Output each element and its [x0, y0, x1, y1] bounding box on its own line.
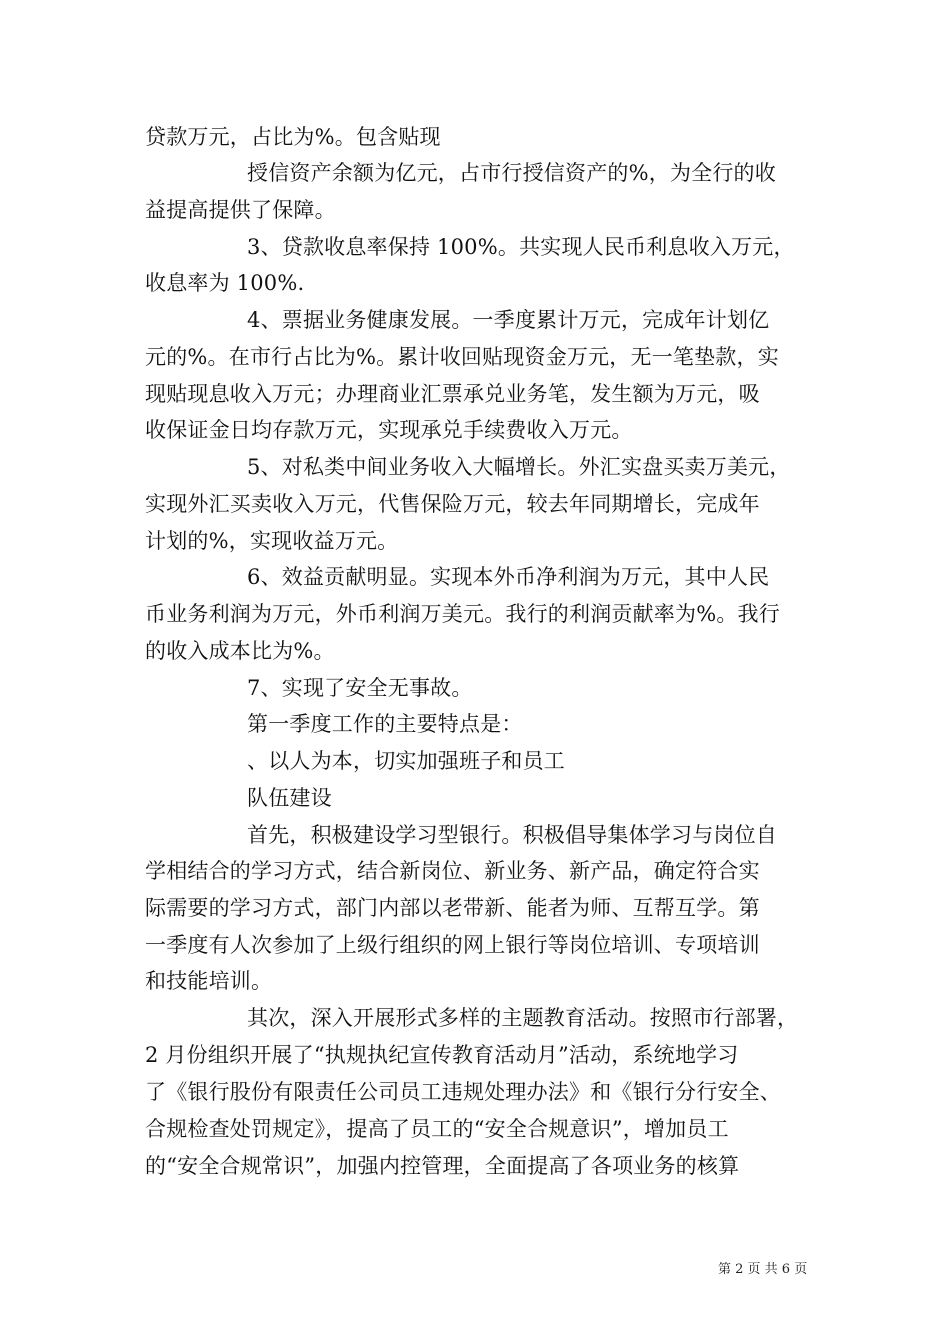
text-line: 了《银行股份有限责任公司员工违规处理办法》和《银行分行安全、	[145, 1080, 781, 1104]
text-line: 际需要的学习方式，部门内部以老带新、能者为师、互帮互学。第	[145, 896, 760, 920]
text-line: 7、实现了安全无事故。	[247, 676, 473, 700]
text-line: 币业务利润为万元，外币利润万美元。我行的利润贡献率为%。我行	[145, 602, 780, 626]
text-line: 收保证金日均存款万元，实现承兑手续费收入万元。	[145, 418, 633, 442]
text-line: 收息率为 100%.	[145, 271, 305, 295]
text-line: 益提高提供了保障。	[145, 198, 336, 222]
text-line: 和技能培训。	[145, 969, 273, 993]
text-line: 的收入成本比为%。	[145, 639, 335, 663]
text-line: 计划的%，实现收益万元。	[145, 529, 399, 553]
text-line: 4、票据业务健康发展。一季度累计万元，完成年计划亿	[247, 308, 770, 332]
text-line: 5、对私类中间业务收入大幅增长。外汇实盘买卖万美元，	[247, 455, 791, 479]
text-line: 的“安全合规常识”，加强内控管理，全面提高了各项业务的核算	[145, 1154, 740, 1178]
text-line: 首先，积极建设学习型银行。积极倡导集体学习与岗位自	[247, 823, 777, 847]
text-line: 队伍建设	[247, 786, 332, 810]
text-line: 6、效益贡献明显。实现本外币净利润为万元，其中人民	[247, 565, 770, 589]
text-line: 、以人为本，切实加强班子和员工	[247, 749, 565, 773]
text-line: 学相结合的学习方式，结合新岗位、新业务、新产品，确定符合实	[145, 859, 760, 883]
text-line: 贷款万元，占比为%。包含贴现	[145, 125, 441, 149]
text-line: 2 月份组织开展了“执规执纪宣传教育活动月”活动，系统地学习	[145, 1043, 739, 1067]
text-line: 其次，深入开展形式多样的主题教育活动。按照市行部署，	[247, 1006, 799, 1030]
text-line: 授信资产余额为亿元，占市行授信资产的%，为全行的收	[247, 161, 776, 185]
page-number: 第 2 页 共 6 页	[718, 1262, 808, 1277]
text-line: 现贴现息收入万元；办理商业汇票承兑业务笔，发生额为万元，吸	[145, 382, 760, 406]
text-line: 合规检查处罚规定》，提高了员工的“安全合规意识”，增加员工	[145, 1117, 729, 1141]
text-line: 第一季度工作的主要特点是：	[247, 712, 523, 736]
text-line: 元的%。在市行占比为%。累计收回贴现资金万元，无一笔垫款，实	[145, 345, 779, 369]
text-line: 3、贷款收息率保持 100%。共实现人民币利息收入万元，	[247, 235, 795, 259]
text-line: 一季度有人次参加了上级行组织的网上银行等岗位培训、专项培训	[145, 933, 760, 957]
text-line: 实现外汇买卖收入万元，代售保险万元，较去年同期增长，完成年	[145, 492, 760, 516]
